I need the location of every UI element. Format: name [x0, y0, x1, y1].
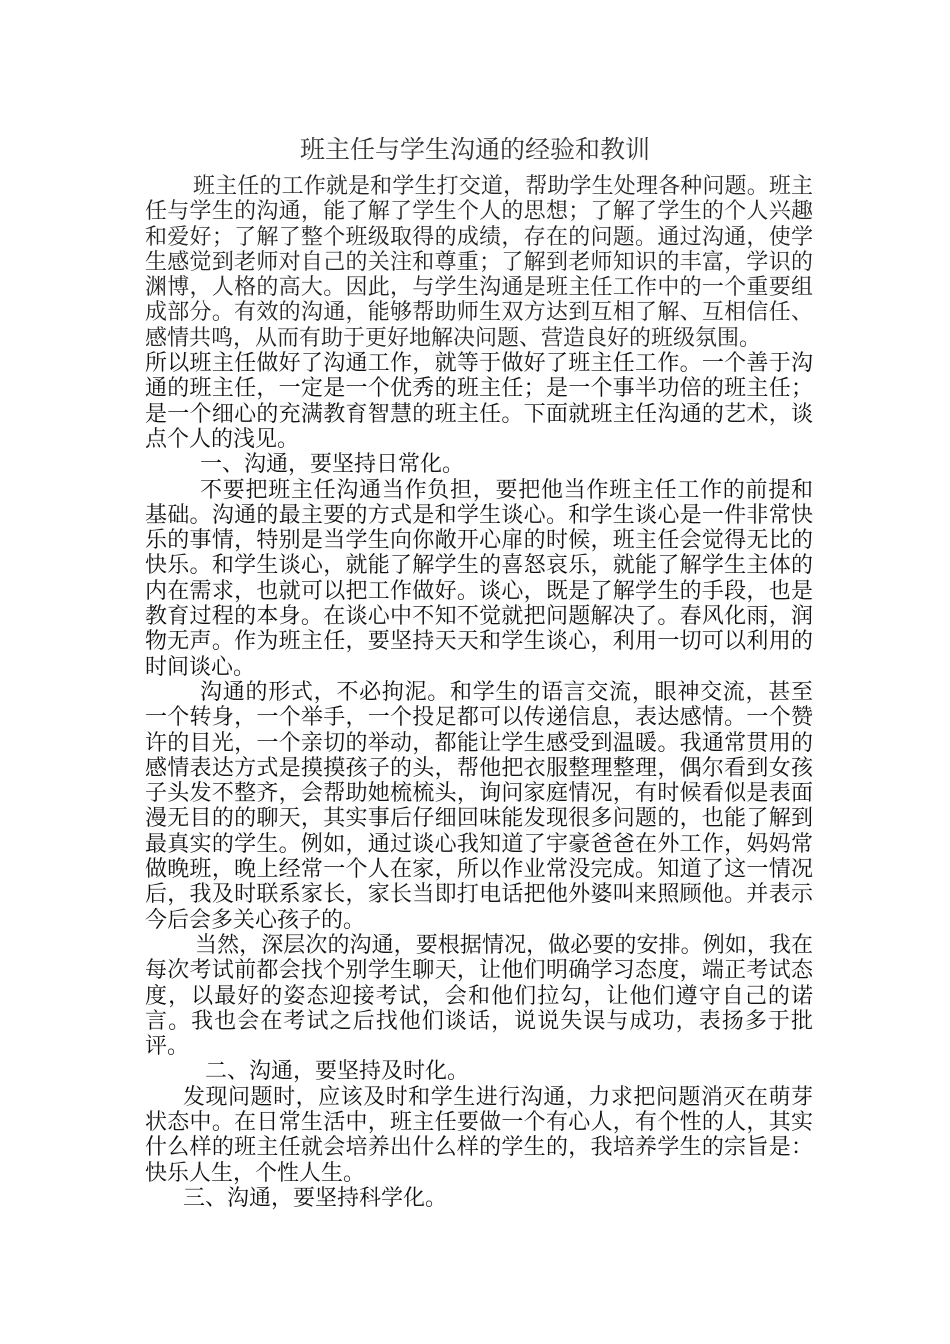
paragraph-section2: 发现问题时，应该及时和学生进行沟通，力求把问题消灭在萌芽状态中。在日常生活中，班主任要做一个有心人，有个性的人，其实什么样的班主任就会培养出什么样的学生的，我培养学生的宗旨是：快乐人生，个性人生。: [145, 1084, 813, 1186]
section-heading-1: 一、沟通，要坚持日常化。: [200, 452, 465, 478]
document-body: [145, 174, 813, 1211]
paragraph-conclusion-intro: 所以班主任做好了沟通工作，就等于做好了班主任工作。一个善于沟通的班主任，一定是一个优秀的班主任；是一个事半功倍的班主任；是一个细心的充满教育智慧的班主任。下面就班主任沟通的艺术，谈点个人的浅见。: [145, 351, 813, 452]
paragraph-section1-a: 不要把班主任沟通当作负担，要把他当作班主任工作的前提和基础。沟通的最主要的方式是和学生谈心。和学生谈心是一件非常快乐的事情，特别是当学生向你敞开心扉的时候，班主任会觉得无比的快乐。和学生谈心，就能了解学生的喜怒哀乐，就能了解学生主体的内在需求，也就可以把工作做好。谈心，既是了解学生的手段，也是教育过程的本身。在谈心中不知不觉就把问题解决了。春风化雨，润物无声。作为班主任，要坚持天天和学生谈心，利用一切可以利用的时间谈心。: [145, 477, 813, 680]
paragraph-intro: 班主任的工作就是和学生打交道，帮助学生处理各种问题。班主任与学生的沟通，能了解了学生个人的思想；了解了学生的个人兴趣和爱好；了解了整个班级取得的成绩，存在的问题。通过沟通，使学生感觉到老师对自己的关注和尊重；了解到老师知识的丰富，学识的渊博，人格的高大。因此，与学生沟通是班主任工作中的一个重要组成部分。有效的沟通，能够帮助师生双方达到互相了解、互相信任、感情共鸣，从而有助于更好地解决问题、营造良好的班级氛围。: [145, 174, 813, 351]
section-heading-3: 三、沟通，要坚持科学化。: [183, 1185, 448, 1211]
section-heading-2: 二、沟通，要坚持及时化。: [205, 1059, 470, 1085]
document-title: 班主任与学生沟通的经验和教训: [299, 135, 650, 164]
paragraph-section1-c: 当然，深层次的沟通，要根据情况，做必要的安排。例如，我在每次考试前都会找个别学生聊天，让他们明确学习态度，端正考试态度，以最好的姿态迎接考试，会和他们拉勾，让他们遵守自己的诺言。我也会在考试之后找他们谈话，说说失误与成功，表扬多于批评。: [145, 932, 813, 1060]
paragraph-section1-b: 沟通的形式，不必拘泥。和学生的语言交流，眼神交流，甚至一个转身，一个举手，一个投足都可以传递信息，表达感情。一个赞许的目光，一个亲切的举动，都能让学生感受到温暖。我通常贯用的感情表达方式是摸摸孩子的头，帮他把衣服整理整理，偶尔看到女孩子头发不整齐，会帮助她梳梳头，询问家庭情况，有时候看似是表面漫无目的的聊天，其实事后仔细回味能发现很多问题的，也能了解到最真实的学生。例如，通过谈心我知道了宇豪爸爸在外工作，妈妈常做晚班，晚上经常一个人在家，所以作业常没完成。知道了这一情况后，我及时联系家长，家长当即打电话把他外婆叫来照顾他。并表示今后会多关心孩子的。: [145, 679, 813, 933]
